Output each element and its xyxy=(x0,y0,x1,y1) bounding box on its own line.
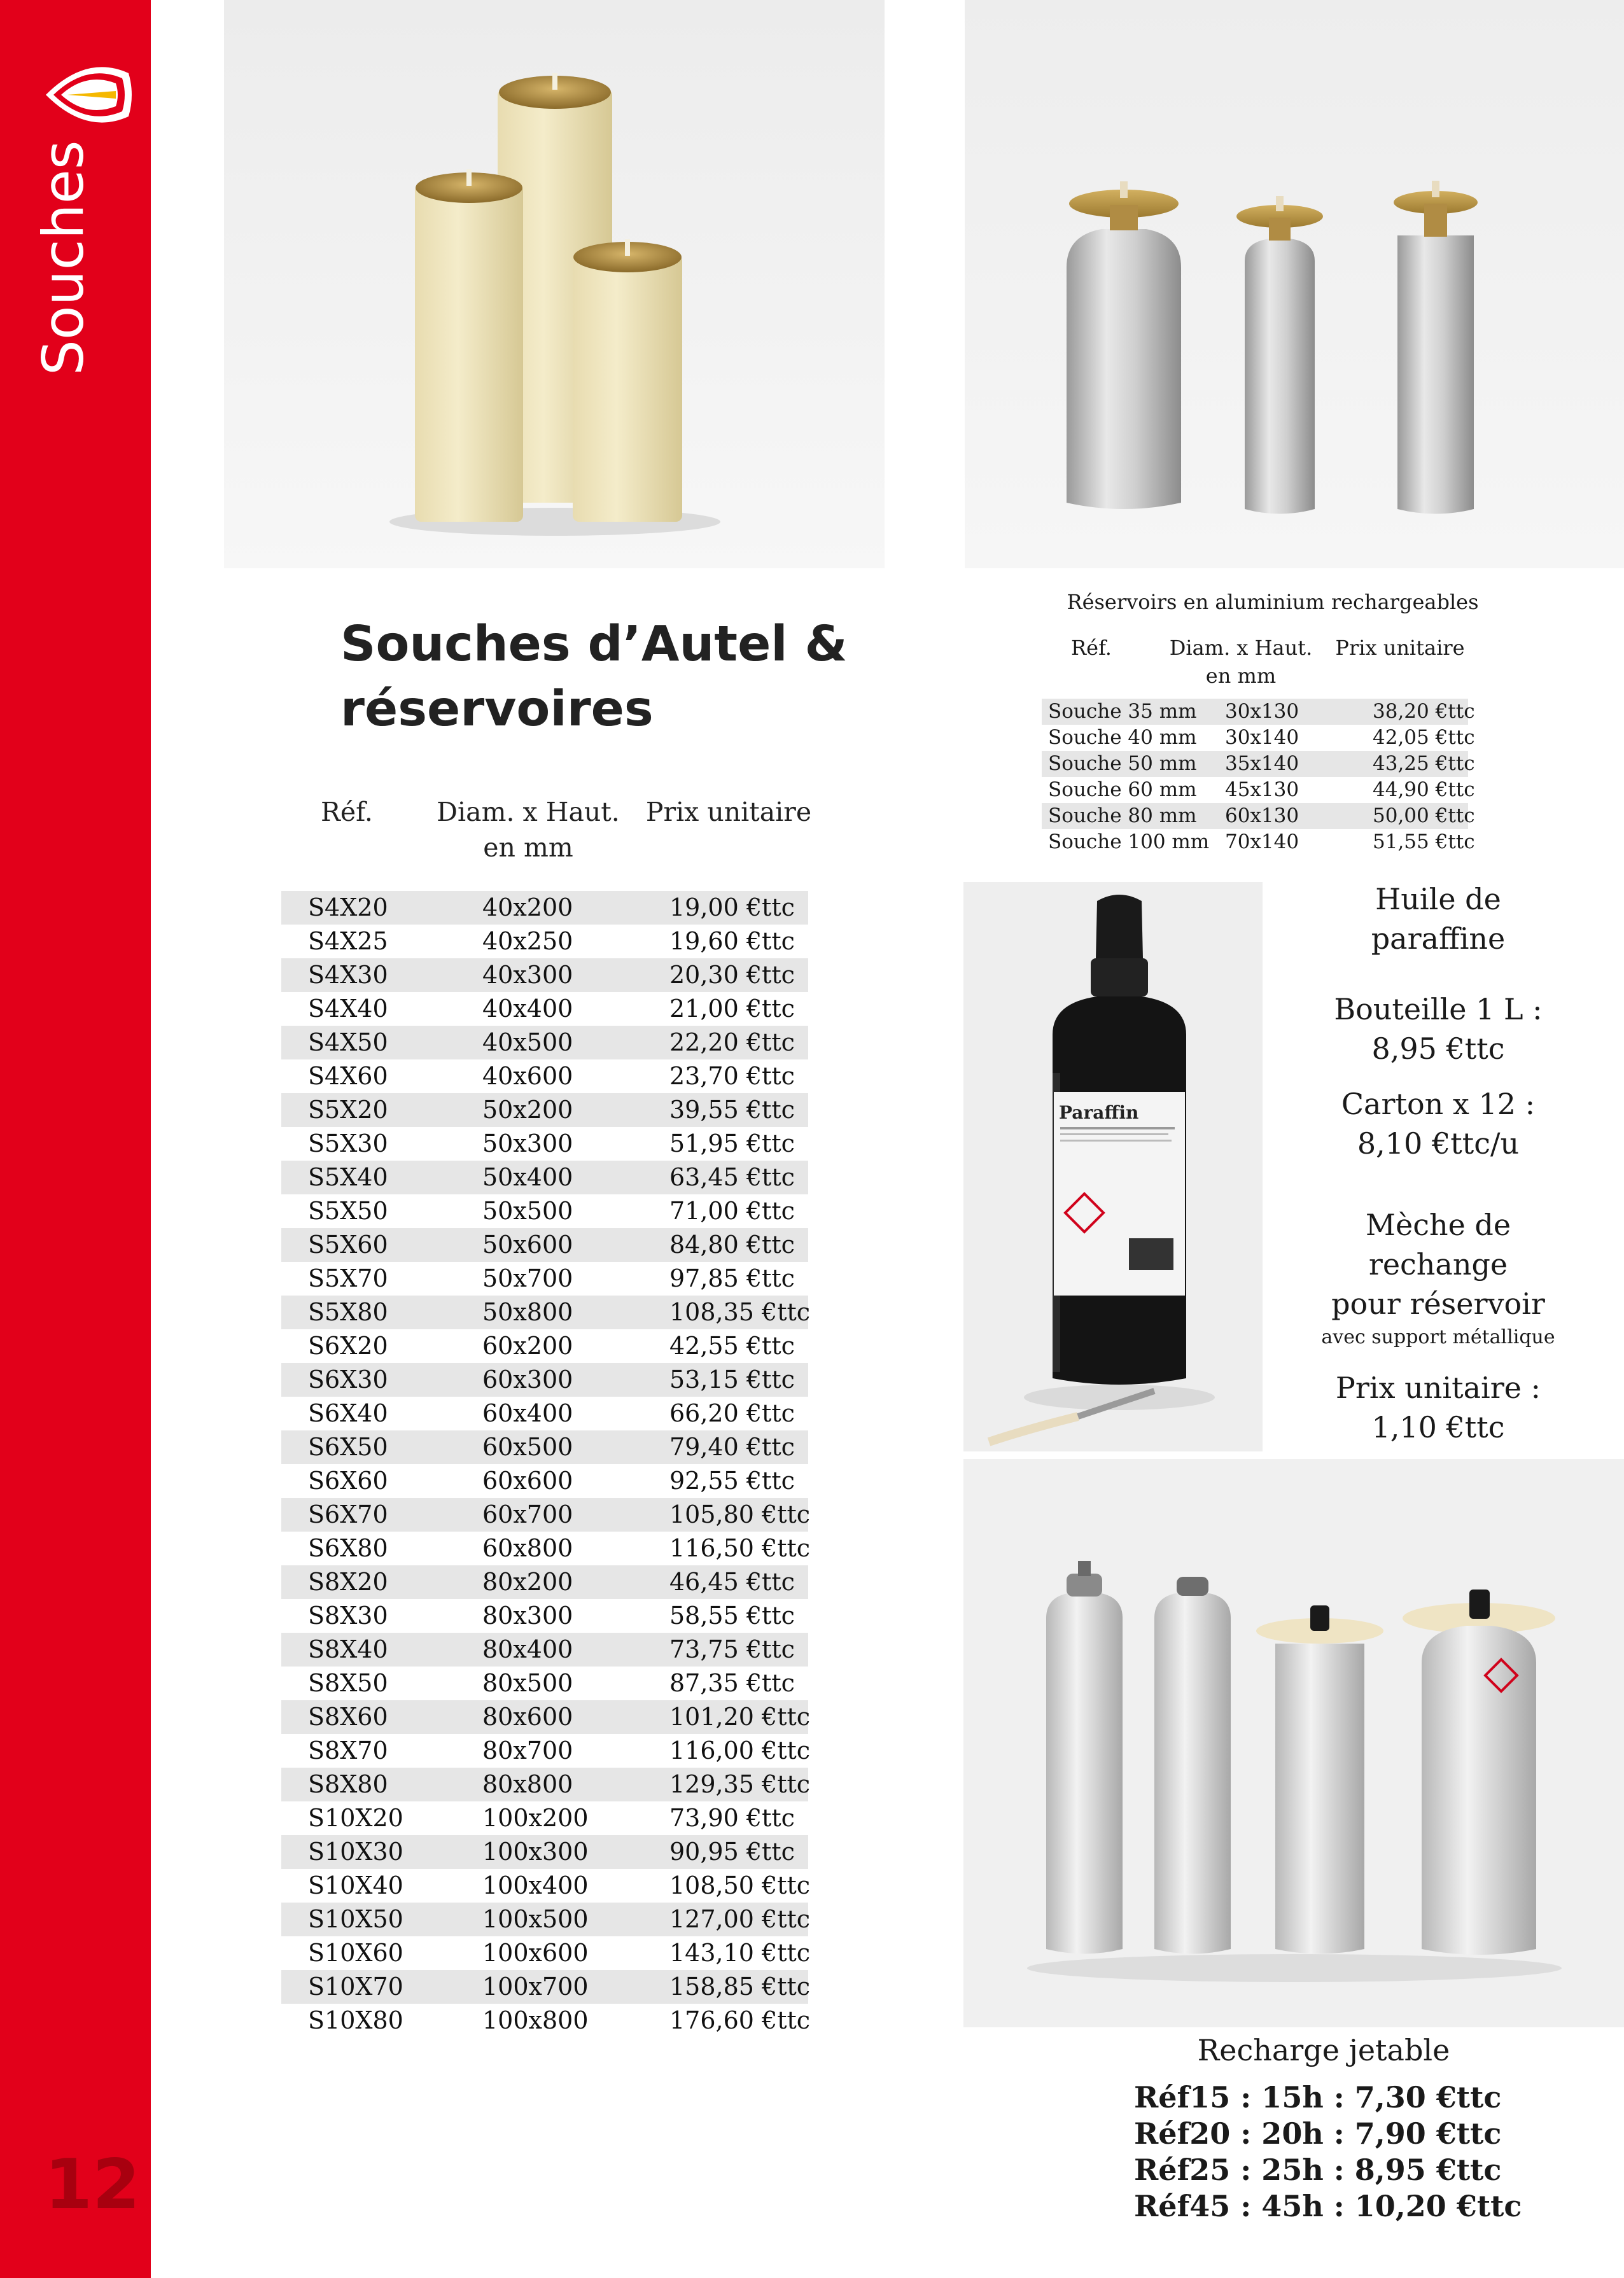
cell-price: 22,20 €ttc xyxy=(669,1028,795,1056)
cell-dimensions: 60x800 xyxy=(482,1534,573,1562)
cell-dimensions: 80x400 xyxy=(482,1635,573,1663)
cell-price: 92,55 €ttc xyxy=(669,1467,795,1495)
wick-title-line2: rechange xyxy=(1368,1247,1508,1282)
cell-dimensions: 70x140 xyxy=(1225,830,1299,853)
cell-price: 42,05 €ttc xyxy=(1373,726,1475,749)
cell-ref: S8X70 xyxy=(308,1736,388,1764)
recharge-list xyxy=(1134,2079,1522,2225)
table-row xyxy=(281,1970,811,2004)
table-row xyxy=(281,1228,808,1262)
cell-price: 127,00 €ttc xyxy=(669,1905,811,1933)
cell-ref: S10X70 xyxy=(308,1973,403,2001)
cell-dimensions: 40x300 xyxy=(482,961,573,989)
paraffin-bottle-line1: Bouteille 1 L : xyxy=(1334,992,1543,1026)
paraffin-bottle-line2: 8,95 €ttc xyxy=(1371,1031,1505,1066)
table-row xyxy=(281,1801,808,1835)
cell-dimensions: 30x140 xyxy=(1225,726,1299,749)
recharge-item: Réf15 : 15h : 7,30 €ttc xyxy=(1134,2080,1502,2114)
wick-price-line2: 1,10 €ttc xyxy=(1371,1410,1505,1444)
cell-ref: Souche 35 mm xyxy=(1048,700,1197,723)
page-title xyxy=(340,612,913,742)
cell-dimensions: 50x600 xyxy=(482,1231,573,1259)
cell-ref: Souche 80 mm xyxy=(1048,804,1197,827)
aluminium-reservoirs-photo xyxy=(965,0,1624,568)
cell-price: 63,45 €ttc xyxy=(669,1163,795,1191)
cell-price: 116,50 €ttc xyxy=(669,1534,811,1562)
cell-price: 19,00 €ttc xyxy=(669,893,795,921)
cell-ref: S10X30 xyxy=(308,1838,403,1866)
cell-price: 51,55 €ttc xyxy=(1373,830,1475,853)
table-row xyxy=(281,1700,811,1734)
cell-price: 51,95 €ttc xyxy=(669,1129,795,1157)
table-row xyxy=(281,1059,808,1093)
recharge-item: Réf20 : 20h : 7,90 €ttc xyxy=(1134,2116,1502,2151)
wick-price xyxy=(1279,1368,1597,1447)
cell-ref: S10X50 xyxy=(308,1905,403,1933)
cell-price: 90,95 €ttc xyxy=(669,1838,795,1866)
table-row xyxy=(281,1430,808,1464)
cell-ref: S4X40 xyxy=(308,995,388,1023)
paraffin-carton-price xyxy=(1279,1084,1597,1163)
table-row xyxy=(281,1599,808,1633)
cell-ref: S6X30 xyxy=(308,1366,388,1394)
cell-ref: S5X40 xyxy=(308,1163,388,1191)
cell-dimensions: 80x500 xyxy=(482,1669,573,1697)
table-row xyxy=(281,925,808,958)
cell-dimensions: 35x140 xyxy=(1225,752,1299,775)
cell-ref: Souche 60 mm xyxy=(1048,778,1197,801)
table-row xyxy=(281,1667,808,1700)
cell-ref: S8X40 xyxy=(308,1635,388,1663)
table-row xyxy=(281,992,808,1026)
cell-ref: S6X70 xyxy=(308,1500,388,1528)
cell-ref: S4X50 xyxy=(308,1028,388,1056)
recharge-item: Réf25 : 25h : 8,95 €ttc xyxy=(1134,2153,1502,2187)
cell-dimensions: 60x400 xyxy=(482,1399,573,1427)
wick-price-line1: Prix unitaire : xyxy=(1335,1371,1541,1405)
cell-price: 87,35 €ttc xyxy=(669,1669,795,1697)
cell-ref: S5X80 xyxy=(308,1298,388,1326)
cell-ref: S6X60 xyxy=(308,1467,388,1495)
paraffin-bottle-label-text: Paraffin xyxy=(1059,1102,1139,1123)
cell-ref: S4X30 xyxy=(308,961,388,989)
cell-dimensions: 100x700 xyxy=(482,1973,589,2001)
cell-ref: S8X20 xyxy=(308,1568,388,1596)
candle-flame-logo-icon xyxy=(39,60,134,129)
cell-price: 46,45 €ttc xyxy=(669,1568,795,1596)
cell-dimensions: 50x500 xyxy=(482,1197,573,1225)
reservoirs-header-dimensions xyxy=(1165,634,1317,690)
table-row xyxy=(1042,725,1475,751)
table-row xyxy=(281,1296,811,1329)
cell-price: 53,15 €ttc xyxy=(669,1366,795,1394)
cell-ref: Souche 40 mm xyxy=(1048,726,1197,749)
wick-note: avec support métallique xyxy=(1321,1326,1555,1348)
cell-price: 19,60 €ttc xyxy=(669,927,795,955)
cell-dimensions: 80x600 xyxy=(482,1703,573,1731)
table-row xyxy=(281,1835,808,1869)
table-row xyxy=(1042,829,1475,855)
cell-dimensions: 40x600 xyxy=(482,1062,573,1090)
cell-price: 23,70 €ttc xyxy=(669,1062,795,1090)
sidebar-title-text: Souches xyxy=(31,140,96,375)
page-title-line2: réservoires xyxy=(340,681,654,737)
cell-ref: S4X25 xyxy=(308,927,388,955)
reservoirs-header-dimensions-line2: en mm xyxy=(1205,664,1277,688)
table-row xyxy=(1042,751,1475,777)
cell-price: 84,80 €ttc xyxy=(669,1231,795,1259)
wick-title-line1: Mèche de xyxy=(1365,1208,1511,1242)
cell-ref: Souche 50 mm xyxy=(1048,752,1197,775)
table-row xyxy=(281,1026,808,1059)
cell-price: 116,00 €ttc xyxy=(669,1736,811,1764)
cell-dimensions: 100x200 xyxy=(482,1804,589,1832)
table-row xyxy=(281,1633,808,1667)
main-table-header-ref: Réf. xyxy=(321,797,373,827)
cell-dimensions: 50x700 xyxy=(482,1264,573,1292)
table-row xyxy=(281,1565,808,1599)
cell-ref: S6X50 xyxy=(308,1433,388,1461)
cell-dimensions: 100x300 xyxy=(482,1838,589,1866)
cell-ref: S5X50 xyxy=(308,1197,388,1225)
table-row xyxy=(281,1093,808,1127)
table-row xyxy=(281,891,808,925)
cell-ref: S4X60 xyxy=(308,1062,388,1090)
disposable-refills-photo xyxy=(963,1459,1624,2027)
cell-price: 97,85 €ttc xyxy=(669,1264,795,1292)
cell-ref: S10X60 xyxy=(308,1939,403,1967)
cell-dimensions: 40x200 xyxy=(482,893,573,921)
paraffin-bottle-photo xyxy=(963,882,1263,1451)
cell-ref: S10X40 xyxy=(308,1871,403,1899)
main-table-header-price: Prix unitaire xyxy=(645,797,812,827)
cell-price: 158,85 €ttc xyxy=(669,1973,811,2001)
table-row xyxy=(281,1397,808,1430)
table-row xyxy=(281,1936,811,1970)
table-row xyxy=(281,1262,808,1296)
cell-dimensions: 80x200 xyxy=(482,1568,573,1596)
cell-dimensions: 60x200 xyxy=(482,1332,573,1360)
cell-dimensions: 60x130 xyxy=(1225,804,1299,827)
altar-candles-photo xyxy=(224,0,885,568)
table-row xyxy=(281,1194,808,1228)
cell-ref: S5X30 xyxy=(308,1129,388,1157)
page-title-line1: Souches d’Autel & xyxy=(340,616,848,673)
cell-price: 108,35 €ttc xyxy=(669,1298,811,1326)
recharge-title: Recharge jetable xyxy=(1197,2033,1450,2067)
wick-title-line3: pour réservoir xyxy=(1331,1287,1545,1321)
cell-price: 73,90 €ttc xyxy=(669,1804,795,1832)
cell-dimensions: 80x300 xyxy=(482,1602,573,1630)
table-row xyxy=(281,958,808,992)
cell-dimensions: 100x400 xyxy=(482,1871,589,1899)
cell-price: 129,35 €ttc xyxy=(669,1770,811,1798)
table-row xyxy=(1042,777,1475,803)
reservoirs-header-ref: Réf. xyxy=(1071,636,1112,660)
cell-dimensions: 40x500 xyxy=(482,1028,573,1056)
cell-dimensions: 40x250 xyxy=(482,927,573,955)
table-row xyxy=(1042,803,1475,829)
table-row xyxy=(281,1329,808,1363)
cell-price: 42,55 €ttc xyxy=(669,1332,795,1360)
paraffin-bottle-price xyxy=(1279,989,1597,1068)
paraffin-carton-line2: 8,10 €ttc/u xyxy=(1357,1126,1520,1161)
cell-ref: S4X20 xyxy=(308,893,388,921)
cell-dimensions: 80x700 xyxy=(482,1736,573,1764)
cell-price: 43,25 €ttc xyxy=(1373,752,1475,775)
cell-dimensions: 100x500 xyxy=(482,1905,589,1933)
table-row xyxy=(1042,699,1475,725)
cell-ref: S10X80 xyxy=(308,2006,403,2034)
cell-price: 79,40 €ttc xyxy=(669,1433,795,1461)
paraffin-carton-line1: Carton x 12 : xyxy=(1341,1087,1536,1121)
recharge-item: Réf45 : 45h : 10,20 €ttc xyxy=(1134,2189,1522,2223)
cell-price: 21,00 €ttc xyxy=(669,995,795,1023)
cell-ref: S5X60 xyxy=(308,1231,388,1259)
cell-dimensions: 30x130 xyxy=(1225,700,1299,723)
cell-ref: S6X80 xyxy=(308,1534,388,1562)
cell-price: 20,30 €ttc xyxy=(669,961,795,989)
cell-ref: S8X50 xyxy=(308,1669,388,1697)
table-row xyxy=(281,1903,811,1936)
cell-dimensions: 60x300 xyxy=(482,1366,573,1394)
cell-dimensions: 50x200 xyxy=(482,1096,573,1124)
table-row xyxy=(281,1768,811,1801)
table-row xyxy=(281,1532,811,1565)
cell-dimensions: 40x400 xyxy=(482,995,573,1023)
main-table-header-dimensions xyxy=(433,794,624,865)
table-row xyxy=(281,1127,808,1161)
cell-price: 50,00 €ttc xyxy=(1373,804,1475,827)
cell-price: 39,55 €ttc xyxy=(669,1096,795,1124)
wick-title xyxy=(1279,1205,1597,1324)
cell-ref: S6X40 xyxy=(308,1399,388,1427)
main-table-header-dimensions-line1: Diam. x Haut. xyxy=(437,797,620,827)
table-row xyxy=(281,1161,808,1194)
paraffin-title xyxy=(1279,879,1597,958)
sidebar-title xyxy=(31,140,163,375)
cell-price: 143,10 €ttc xyxy=(669,1939,811,1967)
cell-price: 58,55 €ttc xyxy=(669,1602,795,1630)
cell-price: 176,60 €ttc xyxy=(669,2006,811,2034)
table-row xyxy=(281,1869,811,1903)
cell-ref: S5X70 xyxy=(308,1264,388,1292)
cell-dimensions: 100x800 xyxy=(482,2006,589,2034)
reservoirs-header-price: Prix unitaire xyxy=(1335,636,1465,660)
cell-dimensions: 100x600 xyxy=(482,1939,589,1967)
page-number: 12 xyxy=(45,2145,141,2225)
table-row xyxy=(281,1498,811,1532)
cell-ref: Souche 100 mm xyxy=(1048,830,1210,853)
cell-ref: S8X60 xyxy=(308,1703,388,1731)
main-price-table xyxy=(281,891,811,2037)
cell-dimensions: 60x600 xyxy=(482,1467,573,1495)
paraffin-title-line2: paraffine xyxy=(1371,921,1506,956)
table-row xyxy=(281,2004,811,2037)
cell-dimensions: 50x400 xyxy=(482,1163,573,1191)
cell-ref: S6X20 xyxy=(308,1332,388,1360)
cell-dimensions: 60x500 xyxy=(482,1433,573,1461)
cell-price: 66,20 €ttc xyxy=(669,1399,795,1427)
main-table-header-dimensions-line2: en mm xyxy=(483,832,573,863)
cell-price: 44,90 €ttc xyxy=(1373,778,1475,801)
cell-dimensions: 80x800 xyxy=(482,1770,573,1798)
sidebar xyxy=(0,0,151,2278)
cell-dimensions: 50x800 xyxy=(482,1298,573,1326)
cell-price: 71,00 €ttc xyxy=(669,1197,795,1225)
reservoirs-header-dimensions-line1: Diam. x Haut. xyxy=(1169,636,1313,660)
cell-dimensions: 50x300 xyxy=(482,1129,573,1157)
paraffin-title-line1: Huile de xyxy=(1375,882,1501,916)
cell-price: 108,50 €ttc xyxy=(669,1871,811,1899)
cell-dimensions: 60x700 xyxy=(482,1500,573,1528)
cell-ref: S10X20 xyxy=(308,1804,403,1832)
reservoirs-caption: Réservoirs en aluminium rechargeables xyxy=(1067,590,1479,614)
cell-ref: S5X20 xyxy=(308,1096,388,1124)
table-row xyxy=(281,1464,808,1498)
cell-price: 38,20 €ttc xyxy=(1373,700,1475,723)
table-row xyxy=(281,1363,808,1397)
cell-dimensions: 45x130 xyxy=(1225,778,1299,801)
cell-ref: S8X80 xyxy=(308,1770,388,1798)
cell-price: 101,20 €ttc xyxy=(669,1703,811,1731)
reservoirs-price-table xyxy=(1042,699,1475,855)
cell-ref: S8X30 xyxy=(308,1602,388,1630)
cell-price: 73,75 €ttc xyxy=(669,1635,795,1663)
table-row xyxy=(281,1734,811,1768)
cell-price: 105,80 €ttc xyxy=(669,1500,811,1528)
